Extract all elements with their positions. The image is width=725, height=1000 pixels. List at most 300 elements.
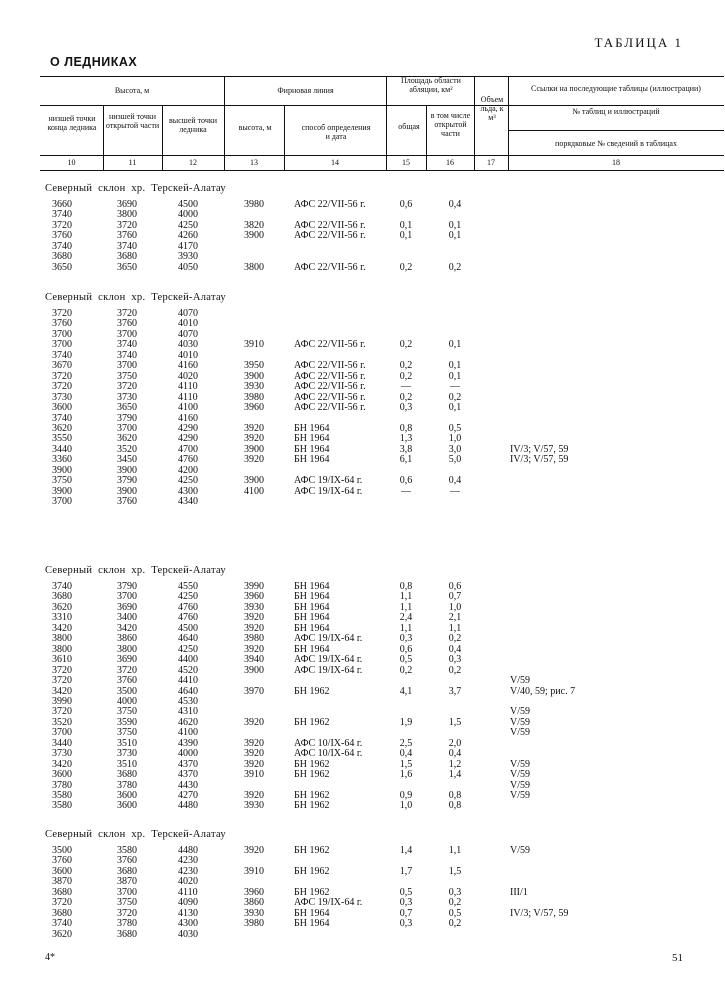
cell-firn-method: БН 1964: [294, 443, 330, 455]
cell-h-lowest-open: 3680: [117, 928, 137, 940]
col-num: 16: [446, 158, 454, 167]
cell-h-highest: 4370: [178, 769, 198, 781]
cell-h-highest: 4520: [178, 664, 198, 676]
cell-h-highest: 4110: [178, 886, 198, 898]
cell-h-lowest-open: 3690: [117, 199, 137, 210]
cell-h-lowest-open: 3750: [117, 706, 137, 718]
cell-h-lowest-open: 3760: [117, 318, 137, 330]
cell-h-lowest-open: 3720: [117, 907, 137, 919]
cell-firn-method: АФС 22/VII-56 г.: [294, 219, 366, 231]
cell-firn-method: БН 1962: [294, 800, 330, 812]
cell-firn-method: АФС 19/IX-64 г.: [294, 897, 363, 909]
header-firn-group: Фирновая линия: [277, 86, 334, 95]
cell-abl-open: 0,1: [448, 230, 462, 242]
cell-h-lowest-open: 3720: [117, 381, 137, 393]
cell-abl-open: 0,2: [448, 897, 462, 909]
cell-firn-method: АФС 22/VII-56 г.: [294, 381, 366, 393]
cell-abl-total: 0,3: [399, 897, 413, 909]
cell-h-lowest: 3600: [52, 402, 72, 414]
cell-abl-open: 1,0: [448, 433, 462, 445]
header-abl-total: общая: [398, 122, 420, 131]
cell-h-highest: 4130: [178, 907, 198, 919]
cell-firn-method: АФС 22/VII-56 г.: [294, 199, 366, 210]
cell-abl-open: 0,3: [448, 886, 462, 898]
cell-h-lowest-open: 3700: [117, 886, 137, 898]
cell-h-highest: 4290: [178, 433, 198, 445]
cell-abl-total: 4,1: [399, 685, 413, 697]
cell-firn-method: АФС 19/IX-64 г.: [294, 664, 363, 676]
cell-h-highest: 4700: [178, 443, 198, 455]
cell-h-lowest-open: 3700: [117, 422, 137, 434]
cell-firn-height: 3920: [244, 758, 264, 770]
cell-h-lowest-open: 3870: [117, 876, 137, 888]
header-abl-open: в том числе открытой части: [430, 111, 471, 138]
cell-firn-height: 3920: [244, 422, 264, 434]
cell-h-lowest: 3680: [52, 591, 72, 603]
cell-h-lowest: 3440: [52, 737, 72, 749]
cell-h-highest: 4760: [178, 612, 198, 624]
cell-abl-open: 5,0: [448, 454, 462, 466]
col-num: 15: [402, 158, 410, 167]
cell-abl-total: 1,1: [399, 591, 413, 603]
cell-h-highest: 4410: [178, 675, 198, 687]
cell-abl-open: —: [450, 485, 460, 497]
cell-abl-total: 1,9: [399, 716, 413, 728]
cell-h-lowest: 3720: [52, 370, 72, 382]
cell-h-highest: 4340: [178, 496, 198, 508]
page-title: О ЛЕДНИКАХ: [50, 55, 138, 69]
cell-h-lowest: 3700: [52, 727, 72, 739]
cell-h-highest: 4250: [178, 475, 198, 487]
col-num: 17: [487, 158, 495, 167]
cell-h-lowest: 3620: [52, 928, 72, 940]
cell-h-lowest-open: 3750: [117, 897, 137, 909]
cell-h-lowest-open: 3520: [117, 443, 137, 455]
cell-h-highest: 4020: [178, 370, 198, 382]
cell-firn-method: АФС 10/IX-64 г.: [294, 748, 363, 760]
cell-h-lowest: 3700: [52, 328, 72, 340]
cell-refs: V/40, 59; рис. 7: [510, 685, 576, 697]
cell-h-lowest-open: 3620: [117, 433, 137, 445]
cell-firn-height: 3920: [244, 433, 264, 445]
cell-firn-height: 3900: [244, 230, 264, 242]
cell-h-lowest: 3720: [52, 897, 72, 909]
header-ice-volume: Объем льда, км³: [480, 95, 504, 122]
cell-firn-method: БН 1964: [294, 581, 330, 592]
cell-h-highest: 4270: [178, 790, 198, 801]
header-firn-method: способ определения и дата: [301, 123, 371, 141]
cell-abl-total: 3,8: [399, 443, 413, 455]
cell-h-highest: 4230: [178, 865, 198, 877]
cell-h-lowest-open: 3780: [117, 918, 137, 930]
header-refs-group: Ссылки на последующие таблицы (иллюстрации): [531, 84, 701, 93]
cell-abl-total: 0,6: [399, 643, 413, 655]
cell-h-highest: 4640: [178, 633, 198, 645]
cell-abl-open: 0,1: [448, 402, 462, 414]
cell-h-highest: 4400: [178, 654, 198, 666]
header-h-lowest-open: низшей точки открытой части: [105, 112, 160, 130]
cell-h-highest: 4030: [178, 928, 198, 940]
cell-h-lowest: 3500: [52, 845, 72, 856]
cell-h-lowest: 3550: [52, 433, 72, 445]
cell-h-lowest-open: 3700: [117, 591, 137, 603]
cell-h-lowest: 3420: [52, 685, 72, 697]
cell-h-lowest-open: 3750: [117, 370, 137, 382]
cell-h-lowest-open: 3900: [117, 485, 137, 497]
cell-firn-height: 3900: [244, 475, 264, 487]
cell-h-lowest-open: 3700: [117, 328, 137, 340]
cell-abl-open: 1,1: [448, 622, 462, 634]
cell-h-lowest-open: 3760: [117, 675, 137, 687]
cell-h-lowest: 3750: [52, 475, 72, 487]
cell-firn-method: БН 1962: [294, 790, 330, 801]
cell-abl-total: 0,8: [399, 581, 413, 592]
cell-firn-height: 3920: [244, 622, 264, 634]
cell-h-lowest: 3610: [52, 654, 72, 666]
cell-abl-open: 0,2: [448, 633, 462, 645]
cell-firn-height: 3940: [244, 654, 264, 666]
section-title: Северный склон хр. Терскей-Алатау: [45, 292, 226, 303]
cell-refs: V/59: [510, 790, 530, 801]
cell-h-lowest: 3740: [52, 349, 72, 361]
cell-h-lowest-open: 3680: [117, 769, 137, 781]
cell-h-lowest-open: 3720: [117, 308, 137, 319]
cell-firn-height: 3960: [244, 886, 264, 898]
cell-h-lowest: 3900: [52, 485, 72, 497]
cell-h-lowest: 3740: [52, 209, 72, 221]
cell-h-lowest: 3730: [52, 748, 72, 760]
cell-h-lowest: 3720: [52, 308, 72, 319]
cell-h-highest: 4070: [178, 308, 198, 319]
cell-h-lowest: 3760: [52, 230, 72, 242]
cell-abl-total: 0,5: [399, 886, 413, 898]
cell-firn-method: АФС 19/IX-64 г.: [294, 654, 363, 666]
cell-firn-height: 3980: [244, 918, 264, 930]
cell-firn-method: АФС 19/IX-64 г.: [294, 485, 363, 497]
cell-firn-method: АФС 22/VII-56 г.: [294, 261, 366, 273]
cell-abl-total: 0,3: [399, 918, 413, 930]
cell-h-highest: 4640: [178, 685, 198, 697]
cell-firn-method: АФС 10/IX-64 г.: [294, 737, 363, 749]
cell-abl-open: 2,0: [448, 737, 462, 749]
cell-abl-open: 1,1: [448, 845, 462, 856]
cell-firn-method: АФС 22/VII-56 г.: [294, 230, 366, 242]
cell-h-lowest-open: 3580: [117, 845, 137, 856]
cell-h-highest: 4230: [178, 855, 198, 867]
cell-firn-method: БН 1964: [294, 918, 330, 930]
cell-h-highest: 4430: [178, 779, 198, 791]
col-num: 11: [128, 158, 137, 167]
header-h-lowest: низшей точки конца ледника: [47, 114, 97, 132]
table-label: ТАБЛИЦА 1: [594, 35, 683, 50]
cell-h-highest: 4110: [178, 381, 198, 393]
cell-firn-height: 3920: [244, 643, 264, 655]
cell-firn-height: 3920: [244, 748, 264, 760]
cell-h-lowest-open: 3790: [117, 475, 137, 487]
cell-firn-height: 3920: [244, 612, 264, 624]
col-num: 14: [331, 158, 339, 167]
page-number: 51: [672, 952, 683, 964]
cell-abl-open: 0,1: [448, 370, 462, 382]
cell-h-lowest-open: 3740: [117, 339, 137, 351]
cell-firn-method: АФС 19/IX-64 г.: [294, 633, 363, 645]
cell-firn-height: 4100: [244, 485, 264, 497]
cell-h-lowest-open: 3700: [117, 360, 137, 372]
cell-h-highest: 4310: [178, 706, 198, 718]
cell-firn-height: 3980: [244, 633, 264, 645]
cell-firn-method: БН 1964: [294, 433, 330, 445]
cell-h-highest: 4300: [178, 918, 198, 930]
cell-h-lowest: 3660: [52, 199, 72, 210]
cell-h-lowest-open: 4000: [117, 695, 137, 707]
cell-h-highest: 4200: [178, 464, 198, 476]
cell-firn-method: АФС 22/VII-56 г.: [294, 370, 366, 382]
cell-abl-open: 0,2: [448, 391, 462, 403]
cell-h-lowest: 3580: [52, 800, 72, 812]
cell-h-lowest-open: 3400: [117, 612, 137, 624]
cell-firn-height: 3960: [244, 402, 264, 414]
cell-abl-open: 0,2: [448, 664, 462, 676]
cell-h-lowest: 3720: [52, 381, 72, 393]
cell-h-lowest: 3420: [52, 622, 72, 634]
cell-h-lowest: 3680: [52, 886, 72, 898]
cell-firn-height: 3950: [244, 360, 264, 372]
cell-firn-method: БН 1962: [294, 865, 330, 877]
cell-abl-open: 1,2: [448, 758, 462, 770]
cell-firn-method: БН 1964: [294, 907, 330, 919]
cell-h-lowest: 3780: [52, 779, 72, 791]
cell-h-lowest: 3440: [52, 443, 72, 455]
cell-firn-height: 3820: [244, 219, 264, 231]
cell-abl-open: 0,2: [448, 261, 462, 273]
cell-h-lowest: 3600: [52, 865, 72, 877]
cell-abl-open: 0,5: [448, 422, 462, 434]
cell-firn-method: БН 1962: [294, 716, 330, 728]
cell-h-lowest: 3720: [52, 664, 72, 676]
cell-h-lowest-open: 3750: [117, 727, 137, 739]
cell-h-lowest-open: 3740: [117, 349, 137, 361]
cell-refs: V/59: [510, 845, 530, 856]
cell-firn-height: 3980: [244, 391, 264, 403]
cell-abl-open: 0,7: [448, 591, 462, 603]
cell-firn-height: 3900: [244, 443, 264, 455]
header-ablation-group: Площадь области абляции, км²: [401, 76, 461, 94]
cell-firn-height: 3910: [244, 865, 264, 877]
cell-h-highest: 4170: [178, 240, 198, 252]
cell-firn-method: БН 1962: [294, 769, 330, 781]
cell-h-highest: 4110: [178, 391, 198, 403]
cell-firn-height: 3930: [244, 381, 264, 393]
cell-firn-height: 3930: [244, 800, 264, 812]
cell-abl-open: 3,7: [448, 685, 462, 697]
cell-abl-open: 0,6: [448, 581, 462, 592]
cell-firn-method: БН 1964: [294, 601, 330, 613]
cell-h-highest: 4000: [178, 748, 198, 760]
cell-abl-open: 0,4: [448, 748, 462, 760]
cell-abl-open: 1,4: [448, 769, 462, 781]
section-title: Северный склон хр. Терскей-Алатау: [45, 565, 226, 576]
cell-h-highest: 4760: [178, 454, 198, 466]
cell-abl-open: 0,3: [448, 654, 462, 666]
cell-h-highest: 4620: [178, 716, 198, 728]
cell-refs: IV/3; V/57, 59: [510, 443, 569, 455]
cell-abl-total: 1,1: [399, 622, 413, 634]
cell-firn-height: 3920: [244, 790, 264, 801]
cell-h-lowest: 3680: [52, 251, 72, 263]
cell-abl-total: 0,1: [399, 219, 413, 231]
cell-h-lowest: 3740: [52, 240, 72, 252]
section-title: Северный склон хр. Терскей-Алатау: [45, 829, 226, 840]
cell-abl-open: 3,0: [448, 443, 462, 455]
cell-h-lowest: 3720: [52, 675, 72, 687]
cell-h-highest: 4050: [178, 261, 198, 273]
cell-abl-total: 0,1: [399, 230, 413, 242]
cell-firn-height: 3920: [244, 716, 264, 728]
cell-h-lowest: 3420: [52, 758, 72, 770]
cell-h-lowest-open: 3650: [117, 261, 137, 273]
cell-abl-open: 0,4: [448, 475, 462, 487]
cell-firn-height: 3930: [244, 601, 264, 613]
cell-h-highest: 4020: [178, 876, 198, 888]
cell-abl-open: 0,1: [448, 339, 462, 351]
cell-h-lowest: 3650: [52, 261, 72, 273]
cell-h-lowest: 3520: [52, 716, 72, 728]
cell-abl-total: 1,6: [399, 769, 413, 781]
cell-abl-total: 0,3: [399, 402, 413, 414]
cell-firn-method: АФС 19/IX-64 г.: [294, 475, 363, 487]
cell-h-lowest-open: 3900: [117, 464, 137, 476]
cell-h-lowest: 3800: [52, 633, 72, 645]
cell-firn-method: БН 1962: [294, 845, 330, 856]
header-height-group: Высота, м: [114, 86, 150, 95]
cell-firn-method: АФС 22/VII-56 г.: [294, 360, 366, 372]
cell-h-lowest: 3620: [52, 422, 72, 434]
cell-abl-total: 2,4: [399, 612, 413, 624]
cell-firn-method: АФС 22/VII-56 г.: [294, 391, 366, 403]
cell-h-lowest-open: 3590: [117, 716, 137, 728]
cell-h-highest: 4010: [178, 318, 198, 330]
cell-h-lowest-open: 3740: [117, 240, 137, 252]
cell-abl-open: 0,8: [448, 800, 462, 812]
cell-h-lowest-open: 3690: [117, 601, 137, 613]
cell-abl-total: 1,0: [399, 800, 413, 812]
section-title: Северный склон хр. Терскей-Алатау: [45, 183, 226, 194]
cell-abl-open: 0,4: [448, 643, 462, 655]
cell-refs: IV/3; V/57, 59: [510, 907, 569, 919]
header-firn-height: высота, м: [238, 123, 272, 132]
cell-firn-method: АФС 22/VII-56 г.: [294, 402, 366, 414]
cell-h-lowest: 3720: [52, 706, 72, 718]
cell-h-highest: 3930: [178, 251, 198, 263]
cell-h-lowest: 3700: [52, 339, 72, 351]
cell-h-lowest-open: 3730: [117, 748, 137, 760]
cell-refs: V/59: [510, 758, 530, 770]
cell-firn-method: АФС 22/VII-56 г.: [294, 339, 366, 351]
cell-h-lowest-open: 3600: [117, 790, 137, 801]
cell-firn-height: 3980: [244, 199, 264, 210]
cell-h-highest: 4370: [178, 758, 198, 770]
cell-abl-total: 0,2: [399, 664, 413, 676]
cell-h-lowest: 3900: [52, 464, 72, 476]
cell-h-lowest-open: 3600: [117, 800, 137, 812]
cell-firn-height: 3990: [244, 581, 264, 592]
cell-h-lowest: 3670: [52, 360, 72, 372]
col-num: 12: [189, 158, 197, 167]
cell-refs: V/59: [510, 675, 530, 687]
cell-h-lowest-open: 3780: [117, 779, 137, 791]
cell-h-lowest-open: 3760: [117, 855, 137, 867]
cell-h-highest: 4090: [178, 897, 198, 909]
cell-h-lowest: 3760: [52, 318, 72, 330]
cell-abl-total: 0,8: [399, 422, 413, 434]
cell-abl-total: 0,6: [399, 475, 413, 487]
cell-abl-total: 0,6: [399, 199, 413, 210]
cell-h-lowest: 3620: [52, 601, 72, 613]
cell-h-highest: 4160: [178, 412, 198, 424]
cell-refs: IV/3; V/57, 59: [510, 454, 569, 466]
col-num: 18: [612, 158, 620, 167]
cell-h-highest: 4480: [178, 845, 198, 856]
cell-h-lowest: 3310: [52, 612, 72, 624]
cell-refs: III/1: [510, 886, 528, 898]
cell-h-lowest-open: 3510: [117, 737, 137, 749]
cell-h-highest: 4260: [178, 230, 198, 242]
cell-h-lowest: 3760: [52, 855, 72, 867]
cell-abl-open: 1,5: [448, 865, 462, 877]
cell-h-lowest-open: 3790: [117, 581, 137, 592]
cell-firn-height: 3920: [244, 454, 264, 466]
cell-refs: V/59: [510, 706, 530, 718]
cell-h-lowest-open: 3450: [117, 454, 137, 466]
cell-abl-total: 0,3: [399, 633, 413, 645]
col-num: 13: [250, 158, 258, 167]
cell-abl-open: 0,2: [448, 918, 462, 930]
cell-h-lowest-open: 3690: [117, 654, 137, 666]
cell-abl-total: 0,5: [399, 654, 413, 666]
cell-h-lowest: 3800: [52, 643, 72, 655]
cell-abl-open: 0,4: [448, 199, 462, 210]
cell-abl-total: 1,5: [399, 758, 413, 770]
cell-firn-method: БН 1962: [294, 685, 330, 697]
cell-firn-height: 3930: [244, 907, 264, 919]
cell-h-lowest-open: 3650: [117, 402, 137, 414]
cell-h-highest: 4390: [178, 737, 198, 749]
cell-abl-open: —: [450, 381, 460, 393]
cell-abl-open: 0,8: [448, 790, 462, 801]
cell-abl-total: 0,9: [399, 790, 413, 801]
cell-h-lowest-open: 3720: [117, 664, 137, 676]
cell-abl-open: 1,5: [448, 716, 462, 728]
cell-h-highest: 4530: [178, 695, 198, 707]
cell-firn-method: БН 1964: [294, 591, 330, 603]
cell-h-highest: 4500: [178, 199, 198, 210]
cell-h-lowest: 3740: [52, 581, 72, 592]
footer-signature: 4*: [45, 952, 55, 963]
cell-h-lowest: 3730: [52, 391, 72, 403]
cell-firn-height: 3800: [244, 261, 264, 273]
cell-abl-total: 0,7: [399, 907, 413, 919]
cell-abl-open: 0,1: [448, 360, 462, 372]
cell-h-lowest-open: 3790: [117, 412, 137, 424]
cell-h-lowest: 3360: [52, 454, 72, 466]
cell-refs: V/59: [510, 779, 530, 791]
cell-abl-open: 0,1: [448, 219, 462, 231]
cell-h-highest: 4250: [178, 591, 198, 603]
cell-firn-height: 3970: [244, 685, 264, 697]
cell-h-lowest-open: 3860: [117, 633, 137, 645]
cell-h-highest: 4250: [178, 643, 198, 655]
cell-h-lowest-open: 3730: [117, 391, 137, 403]
